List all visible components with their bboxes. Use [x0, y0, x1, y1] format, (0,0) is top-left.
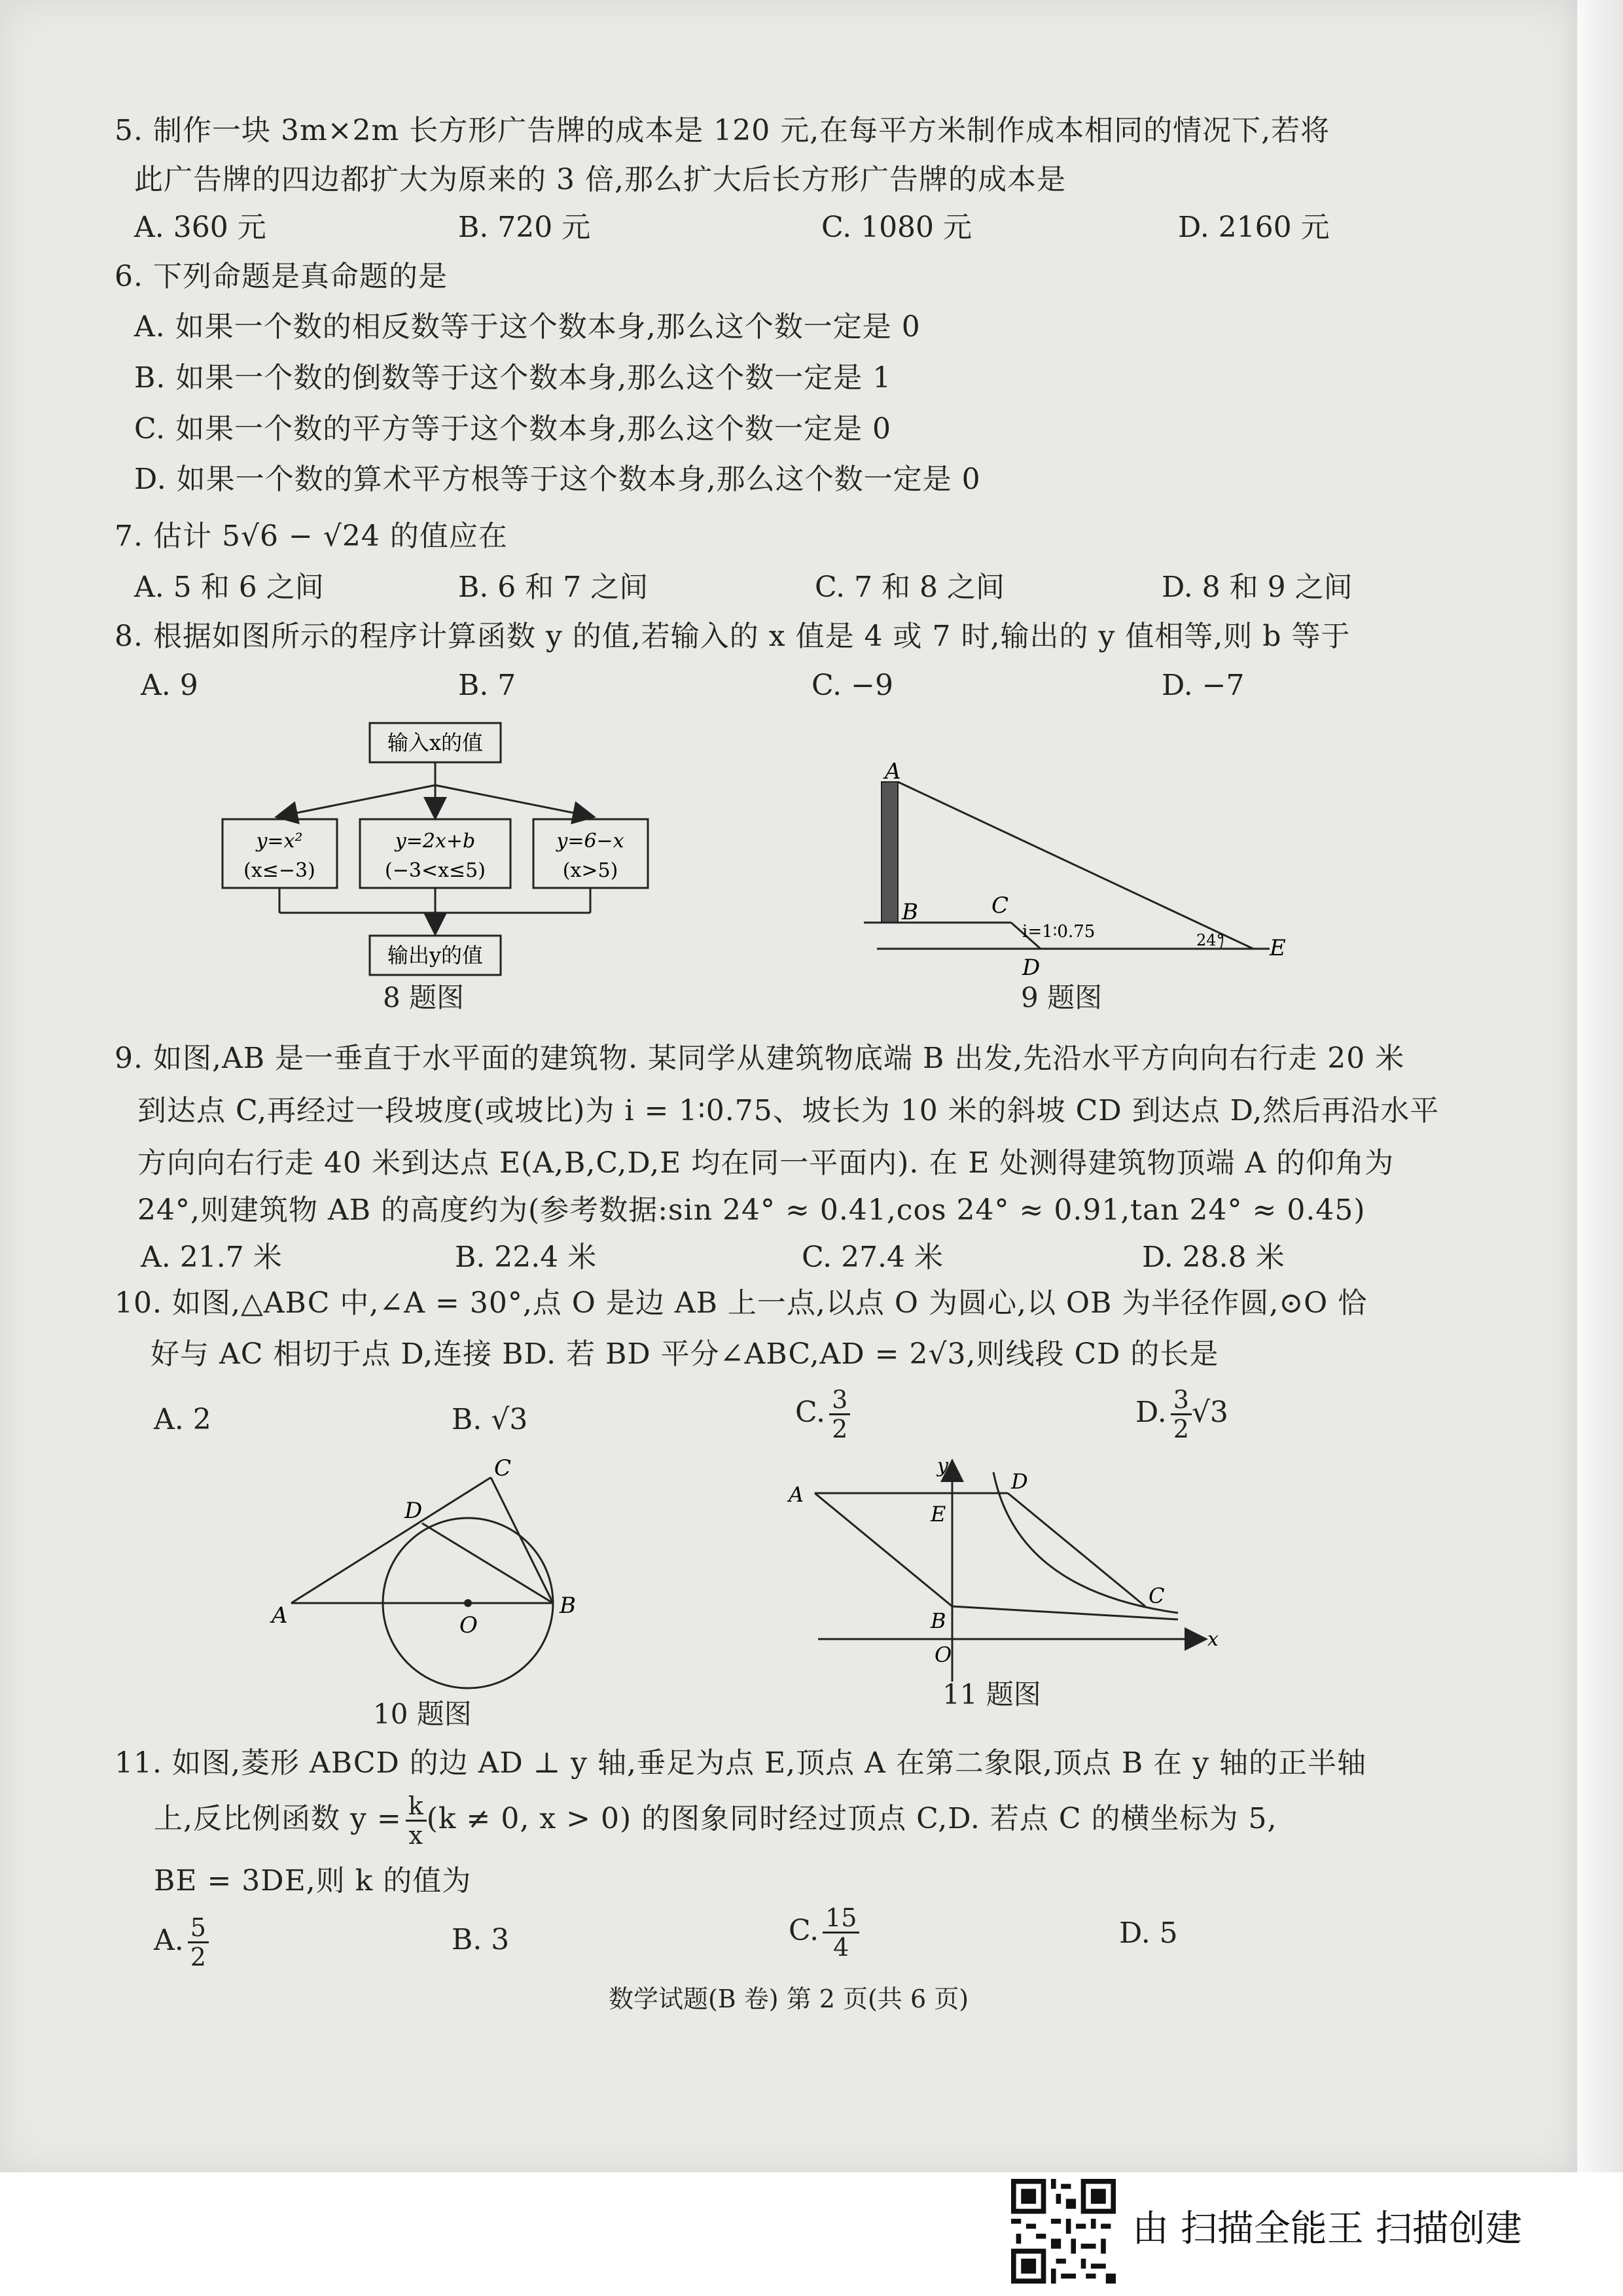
- q11-frac-den: x: [408, 1821, 423, 1850]
- figure-8-flowchart: [209, 720, 681, 995]
- flow-branch-1-cond: (x≤−3): [243, 859, 315, 882]
- q11-c-fraction: [823, 1904, 859, 1961]
- label-E11: E: [931, 1502, 946, 1527]
- figure-9-caption: 9 题图: [1021, 981, 1103, 1014]
- flow-output-text: 输出y的值: [387, 943, 484, 968]
- q7-option-c: C. 7 和 8 之间: [815, 571, 1005, 604]
- q11-line2: [154, 1786, 1277, 1852]
- figure-10-diagram: [262, 1453, 628, 1701]
- q6-option-d: D. 如果一个数的算术平方根等于这个数本身,那么这个数一定是 0: [134, 463, 981, 496]
- q7-option-a: A. 5 和 6 之间: [134, 571, 324, 604]
- q11-option-d: D. 5: [1119, 1916, 1178, 1950]
- flow-branch-3-formula: y=6−x: [556, 830, 624, 853]
- q7-option-d: D. 8 和 9 之间: [1162, 571, 1353, 604]
- figure-9-diagram: [851, 759, 1309, 988]
- q10-d-num: 3: [1171, 1386, 1192, 1415]
- q6-option-c: C. 如果一个数的平方等于这个数本身,那么这个数一定是 0: [134, 412, 892, 446]
- q10-d-den: 2: [1173, 1415, 1189, 1443]
- slope-label: i=1∶0.75: [1022, 922, 1096, 942]
- q10-c-den: 2: [832, 1415, 848, 1443]
- label-B: B: [902, 899, 918, 925]
- q8-stem: 8. 根据如图所示的程序计算函数 y 的值,若输入的 x 值是 4 或 7 时,输出的 y 值相等,则 b 等于: [115, 620, 1351, 653]
- label-A10: A: [272, 1602, 288, 1629]
- q5-option-b: B. 720 元: [458, 211, 591, 244]
- flow-branch-2-cond: (−3<x≤5): [385, 859, 486, 882]
- angle-label: 24°: [1196, 931, 1224, 949]
- label-C11: C: [1149, 1583, 1165, 1608]
- q8-option-b: B. 7: [458, 669, 516, 702]
- q11-c-prefix: C.: [789, 1914, 819, 1947]
- q9-option-c: C. 27.4 米: [802, 1241, 944, 1274]
- page-footer: 数学试题(B 卷) 第 2 页(共 6 页): [608, 1985, 969, 2013]
- flow-branch-1-formula: y=x²: [256, 830, 303, 853]
- label-A: A: [885, 759, 901, 785]
- q5-option-d: D. 2160 元: [1178, 211, 1330, 244]
- label-B11: B: [931, 1608, 946, 1633]
- q6-stem: 6. 下列命题是真命题的是: [115, 260, 448, 293]
- q10-option-b: B. √3: [452, 1403, 528, 1436]
- label-D10: D: [404, 1498, 423, 1524]
- page-edge-shadow: [1564, 0, 1623, 2172]
- q10-d-fraction: [1171, 1386, 1192, 1443]
- q11-a-fraction: [188, 1914, 209, 1971]
- label-A11: A: [789, 1482, 804, 1507]
- q11-a-num: 5: [188, 1914, 209, 1943]
- q11-line1: 11. 如图,菱形 ABCD 的边 AD ⊥ y 轴,垂足为点 E,顶点 A 在第二象限,顶点 B 在 y 轴的正半轴: [115, 1746, 1366, 1780]
- label-C: C: [991, 892, 1009, 919]
- figure-8-caption: 8 题图: [383, 981, 465, 1014]
- q11-option-a: [154, 1914, 209, 1971]
- label-O11: O: [935, 1642, 952, 1667]
- q11-k-over-x: [406, 1792, 427, 1849]
- q8-option-a: A. 9: [141, 669, 198, 702]
- q10-c-num: 3: [829, 1386, 850, 1415]
- q10-line1: 10. 如图,△ABC 中,∠A = 30°,点 O 是边 AB 上一点,以点 O 为圆心,以 OB 为半径作圆,⊙O 恰: [115, 1286, 1368, 1320]
- flow-branch-3-cond: (x>5): [562, 859, 618, 882]
- q5-line2: 此广告牌的四边都扩大为原来的 3 倍,那么扩大后长方形广告牌的成本是: [134, 163, 1066, 196]
- q11-option-b: B. 3: [452, 1923, 510, 1956]
- segment-AC: [291, 1477, 491, 1603]
- label-B10: B: [560, 1593, 576, 1619]
- label-D11: D: [1011, 1469, 1028, 1494]
- side-DC: [1008, 1493, 1145, 1606]
- q10-option-d: [1135, 1386, 1228, 1443]
- q7-option-b: B. 6 和 7 之间: [458, 571, 649, 604]
- q11-a-prefix: A.: [154, 1924, 184, 1957]
- q7-stem: 7. 估计 5√6 − √24 的值应在: [115, 520, 508, 553]
- q6-option-b: B. 如果一个数的倒数等于这个数本身,那么这个数一定是 1: [134, 361, 892, 395]
- q10-option-c: [795, 1386, 850, 1443]
- scanner-watermark-text: 由 扫描全能王 扫描创建: [1132, 2208, 1522, 2250]
- q6-option-a: A. 如果一个数的相反数等于这个数本身,那么这个数一定是 0: [134, 310, 921, 344]
- q10-d-suffix: √3: [1191, 1396, 1228, 1429]
- label-C10: C: [494, 1455, 512, 1481]
- center-O: [464, 1599, 472, 1607]
- label-y11: y: [937, 1455, 948, 1477]
- label-O10: O: [459, 1612, 478, 1638]
- label-x11: x: [1207, 1628, 1219, 1651]
- q11-line3: BE = 3DE,则 k 的值为: [154, 1864, 472, 1898]
- q5-option-c: C. 1080 元: [821, 211, 972, 244]
- q11-c-num: 15: [823, 1904, 859, 1934]
- label-D: D: [1022, 955, 1041, 981]
- q10-option-a: A. 2: [154, 1403, 211, 1436]
- q9-option-d: D. 28.8 米: [1142, 1241, 1285, 1274]
- side-BC: [952, 1606, 1178, 1619]
- q9-line4: 24°,则建筑物 AB 的高度约为(参考数据:sin 24° ≈ 0.41,cos 24° ≈ 0.91,tan 24° ≈ 0.45): [137, 1193, 1366, 1227]
- q11-a-den: 2: [190, 1943, 206, 1971]
- q8-option-c: C. −9: [812, 669, 893, 702]
- q5-line1: 5. 制作一块 3m×2m 长方形广告牌的成本是 120 元,在每平方米制作成本相同的情况下,若将: [115, 114, 1330, 147]
- q11-c-den: 4: [833, 1933, 849, 1962]
- q9-line3: 方向向右行走 40 米到达点 E(A,B,C,D,E 均在同一平面内). 在 E 处测得建筑物顶端 A 的仰角为: [137, 1146, 1395, 1180]
- building-AB: [882, 782, 898, 923]
- q11-line2-pre: 上,反比例函数 y =: [154, 1802, 402, 1835]
- q9-line1: 9. 如图,AB 是一垂直于水平面的建筑物. 某同学从建筑物底端 B 出发,先沿水平方向向右行走 20 米: [115, 1042, 1405, 1075]
- q10-c-prefix: C.: [795, 1396, 826, 1429]
- q8-option-d: D. −7: [1162, 669, 1245, 702]
- q9-option-a: A. 21.7 米: [141, 1241, 282, 1274]
- q9-option-b: B. 22.4 米: [455, 1241, 597, 1274]
- flow-branch-2-formula: y=2x+b: [395, 830, 476, 853]
- figure-10-caption: 10 题图: [373, 1698, 472, 1730]
- q5-option-a: A. 360 元: [134, 211, 266, 244]
- flow-input-text: 输入x的值: [387, 730, 484, 755]
- q11-option-c: [789, 1904, 859, 1961]
- q9-line2: 到达点 C,再经过一段坡度(或坡比)为 i = 1∶0.75、坡长为 10 米的斜坡 CD 到达点 D,然后再沿水平: [137, 1094, 1440, 1127]
- label-E: E: [1270, 935, 1286, 961]
- q11-line2-post: (k ≠ 0, x > 0) 的图象同时经过顶点 C,D. 若点 C 的横坐标为 5,: [426, 1802, 1277, 1835]
- figure-11-caption: 11 题图: [942, 1678, 1041, 1710]
- q10-d-prefix: D.: [1135, 1396, 1167, 1429]
- qr-code-icon: [1011, 2179, 1116, 2284]
- figure-11-diagram: [785, 1453, 1230, 1688]
- q10-c-fraction: [829, 1386, 850, 1443]
- q11-frac-num: k: [406, 1792, 427, 1822]
- q10-line2: 好与 AC 相切于点 D,连接 BD. 若 BD 平分∠ABC,AD = 2√3,则线段 CD 的长是: [151, 1337, 1219, 1371]
